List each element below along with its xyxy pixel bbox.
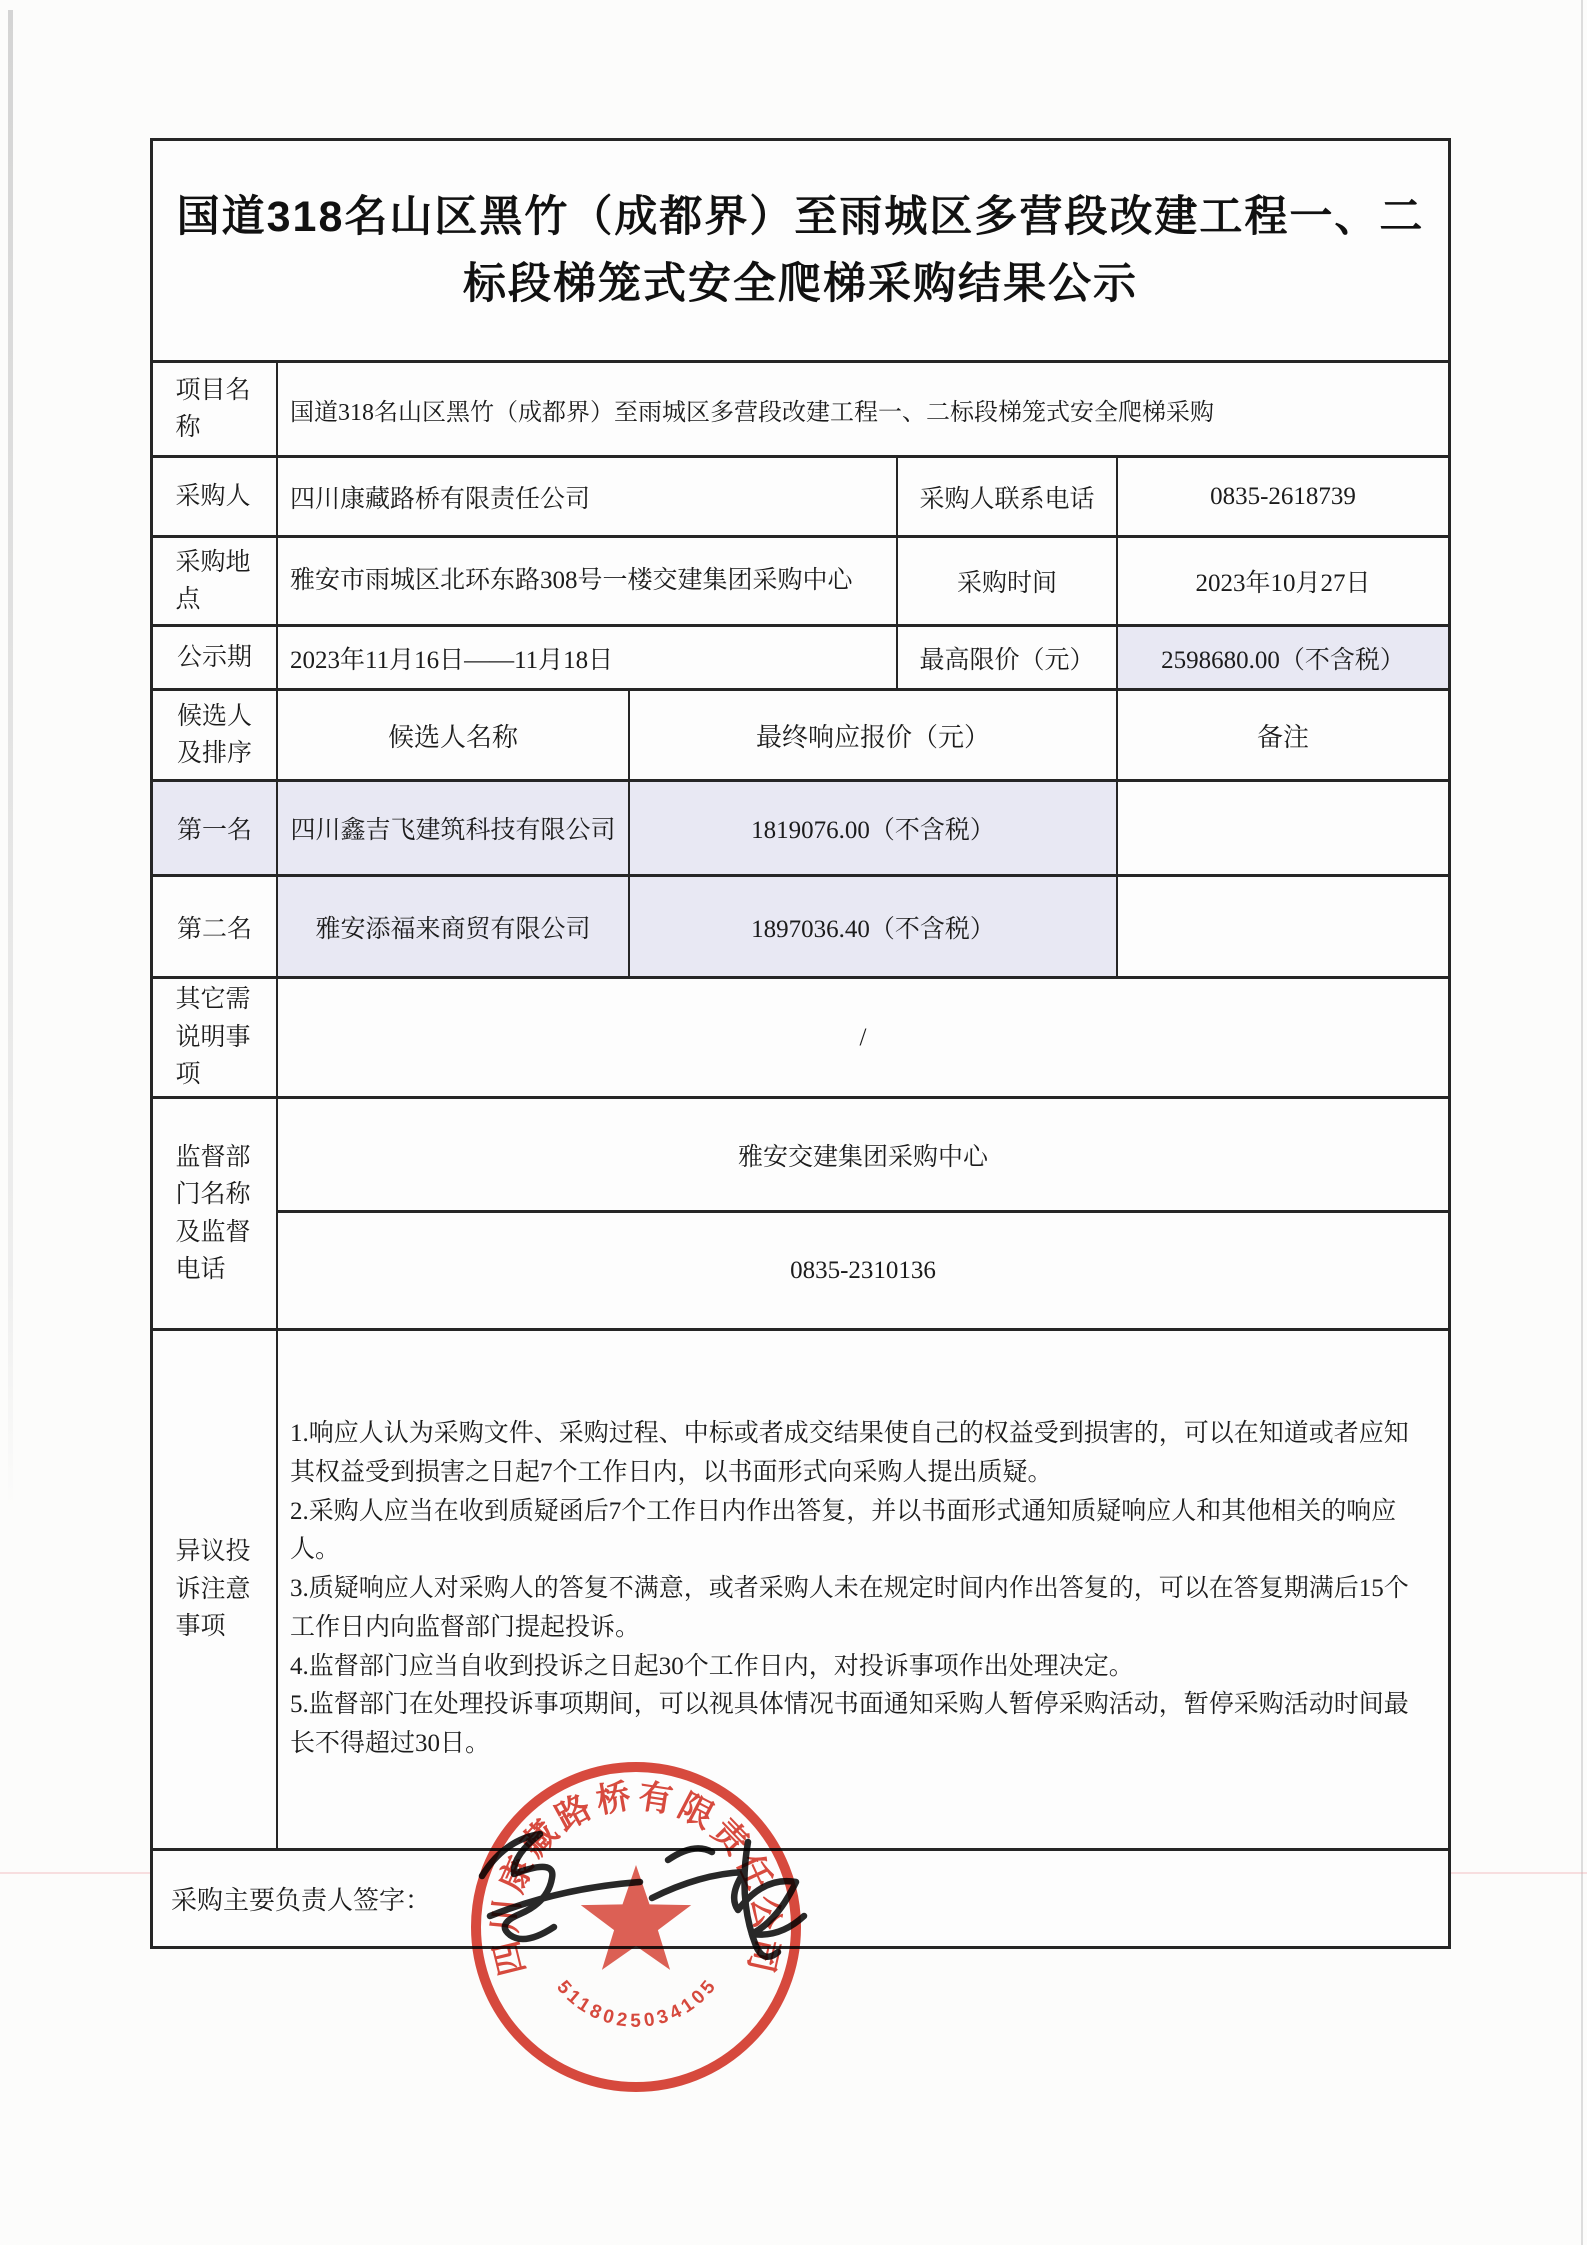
handwritten-signature (430, 1798, 930, 1998)
signature-label: 采购主要负责人签字： (171, 1886, 432, 1915)
candidate2-price: 1897036.40（不含税） (630, 877, 1118, 976)
other-notes-label-cell (153, 979, 278, 1096)
purchase-time-label: 采购时间 (898, 538, 1118, 624)
objection-text (278, 1415, 1448, 1764)
supervision-row (153, 1099, 1448, 1331)
purchaser-label: 采购人 (175, 482, 251, 510)
other-notes-value: / (859, 1023, 867, 1051)
document-title (153, 141, 1448, 360)
objection-content-cell (278, 1331, 1448, 1848)
supervision-department: 雅安交建集团采购中心 (278, 1099, 1448, 1213)
seal-company-textpath: 四川康藏路桥有限责任公司 (486, 1777, 786, 1980)
candidate1-name: 四川鑫吉飞建筑科技有限公司 (278, 782, 630, 874)
title-row (153, 141, 1448, 363)
candidate-remark-header: 备注 (1256, 722, 1309, 752)
supervision-label: 监督部门名称及监督电话 (175, 1143, 251, 1283)
location-row (153, 538, 1448, 627)
purchaser-phone-label: 采购人联系电话 (898, 458, 1118, 535)
candidate-row-first (153, 782, 1448, 877)
supervision-values (278, 1099, 1448, 1328)
purchaser-phone-value: 0835-2618739 (1210, 482, 1356, 510)
publicity-value: 2023年11月16日——11月18日 (278, 627, 898, 688)
candidate1-remark (1118, 782, 1448, 874)
objection-label-cell (153, 1331, 278, 1848)
other-notes-row (153, 979, 1448, 1099)
location-label: 采购地点 (175, 548, 251, 613)
scan-edge-artifact-right (1581, 0, 1583, 2245)
publicity-period-row (153, 627, 1448, 691)
objection-label: 异议投诉注意事项 (175, 1538, 251, 1641)
location-label-cell (153, 538, 278, 624)
publicity-label: 公示期 (176, 643, 252, 671)
project-name-value: 国道318名山区黑竹（成都界）至雨城区多营段改建工程一、二标段梯笼式安全爬梯采购 (290, 399, 1214, 426)
document-title-line1: 国道318名山区黑竹（成都界）至雨城区多营段改建工程一、二 (176, 192, 1425, 241)
max-price-value: 2598680.00（不含税） (1118, 627, 1448, 688)
candidate1-rank: 第一名 (153, 782, 278, 874)
seal-number-textpath: 5118025034105 (552, 1973, 723, 2032)
candidates-header-row (153, 691, 1448, 782)
objection-item-1: 1.响应人认为采购文件、采购过程、中标或者成交结果使自己的权益受到损害的，可以在知道或者应知其权益受到损害之日起7个工作日内，以书面形式向采购人提出质疑。 (290, 1420, 1409, 1486)
document-title-line2: 标段梯笼式安全爬梯采购结果公示 (463, 259, 1138, 308)
project-name-label-cell (153, 363, 278, 455)
other-notes-label: 其它需说明事项 (175, 986, 251, 1089)
purchaser-row (153, 458, 1448, 538)
objection-item-2: 2.采购人应当在收到质疑函后7个工作日内作出答复，并以书面形式通知质疑响应人和其他相关的响应人。 (290, 1497, 1397, 1564)
candidate-price-header: 最终响应报价（元） (630, 691, 1118, 779)
publicity-label-cell (153, 627, 278, 688)
objection-item-5: 5.监督部门在处理投诉事项期间，可以视具体情况书面通知采购人暂停采购活动，暂停采购活动时间最长不得超过30日。 (290, 1691, 1409, 1758)
objection-item-3: 3.质疑响应人对采购人的答复不满意，或者采购人未在规定时间内作出答复的，可以在答复期满后15个工作日内向监督部门提起投诉。 (290, 1575, 1409, 1641)
candidate2-name: 雅安添福来商贸有限公司 (278, 877, 630, 976)
candidates-rank-header-cell (153, 691, 278, 779)
project-name-row (153, 363, 1448, 458)
candidates-rank-header: 候选人及排序 (176, 702, 252, 767)
scan-edge-artifact-left (8, 10, 13, 1510)
candidate2-rank: 第二名 (153, 877, 278, 976)
supervision-label-cell (153, 1099, 278, 1328)
purchaser-value: 四川康藏路桥有限责任公司 (278, 458, 898, 535)
max-price-label: 最高限价（元） (898, 627, 1118, 688)
project-name-label: 项目名称 (175, 376, 251, 441)
purchase-time-value: 2023年10月27日 (1195, 570, 1371, 597)
procurement-result-table (150, 138, 1451, 1949)
purchaser-label-cell (153, 458, 278, 535)
candidate-row-second (153, 877, 1448, 979)
supervision-phone: 0835-2310136 (790, 1256, 936, 1284)
objection-item-4: 4.监督部门应当自收到投诉之日起30个工作日内，对投诉事项作出处理决定。 (290, 1652, 1134, 1680)
candidate1-price: 1819076.00（不含税） (630, 782, 1118, 874)
candidate2-remark (1118, 877, 1448, 976)
candidate-name-header: 候选人名称 (278, 691, 630, 779)
location-value: 雅安市雨城区北环东路308号一楼交建集团采购中心 (278, 538, 898, 624)
